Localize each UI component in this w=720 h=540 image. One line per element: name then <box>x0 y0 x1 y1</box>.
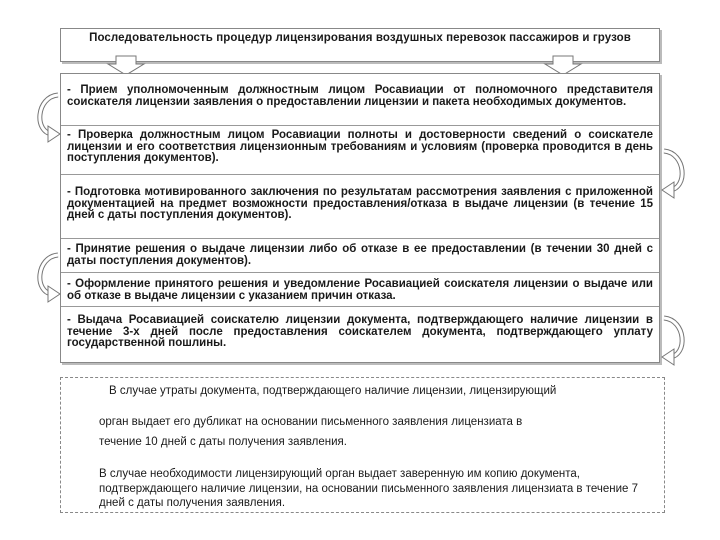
curved-arrow-right-2-icon <box>662 315 692 367</box>
note-line-1: В случае утраты документа, подтверждающего наличие лицензии, лицензирующий <box>109 385 557 397</box>
step-1: - Прием уполномоченным должностным лицом Росавиации от полномочного представителя соискателя лицензии заявления о предоставлении лицензии и пакета необходимых документов. <box>67 84 653 108</box>
step-6: - Выдача Росавиацией соискателю лицензии документа, подтверждающего наличие лицензии в течение 3-х дней после предоставления соискателем документа, подтверждающего уплату государственной пошлины. <box>67 314 653 349</box>
step-divider <box>61 174 659 175</box>
note-line-3: течение 10 дней с даты получения заявления. <box>99 436 347 448</box>
step-5: - Оформление принятого решения и уведомление Росавиацией соискателя лицензии о выдаче или об отказе в выдаче лицензии с указанием причин отказа. <box>67 278 653 302</box>
diagram-title: Последовательность процедур лицензирования воздушных перевозок пассажиров и грузов <box>89 32 631 44</box>
note-box <box>60 377 665 513</box>
step-divider <box>61 238 659 239</box>
step-2: - Проверка должностным лицом Росавиации полноты и достоверности сведений о соискателе лицензии и его соответствия лицензионным требованиям и условиям (проверка проводится в день поступления документов). <box>67 129 653 164</box>
curved-arrow-left-2-icon <box>30 252 60 304</box>
step-divider <box>61 306 659 307</box>
step-3: - Подготовка мотивированного заключения по результатам рассмотрения заявления с приложенной документацией на предмет возможности предоставления/отказа в выдаче лицензии (в течение 15 дней с даты поступления документов). <box>67 186 653 221</box>
procedure-steps-box <box>60 73 660 363</box>
curved-arrow-left-1-icon <box>30 92 60 144</box>
step-divider <box>61 272 659 273</box>
curved-arrow-right-1-icon <box>662 148 692 200</box>
note-line-2: орган выдает его дубликат на основании письменного заявления лицензиата в <box>99 416 523 428</box>
step-4: - Принятие решения о выдаче лицензии либо об отказе в ее предоставлении (в течении 30 дней с даты поступления документов). <box>67 243 653 267</box>
note-paragraph-2: В случае необходимости лицензирующий орган выдает заверенную им копию документа, подтверждающего наличие лицензии, на основании письменного заявления лицензиата в течение 7 дней с даты получения заявления. <box>99 468 639 509</box>
step-divider <box>61 125 659 126</box>
